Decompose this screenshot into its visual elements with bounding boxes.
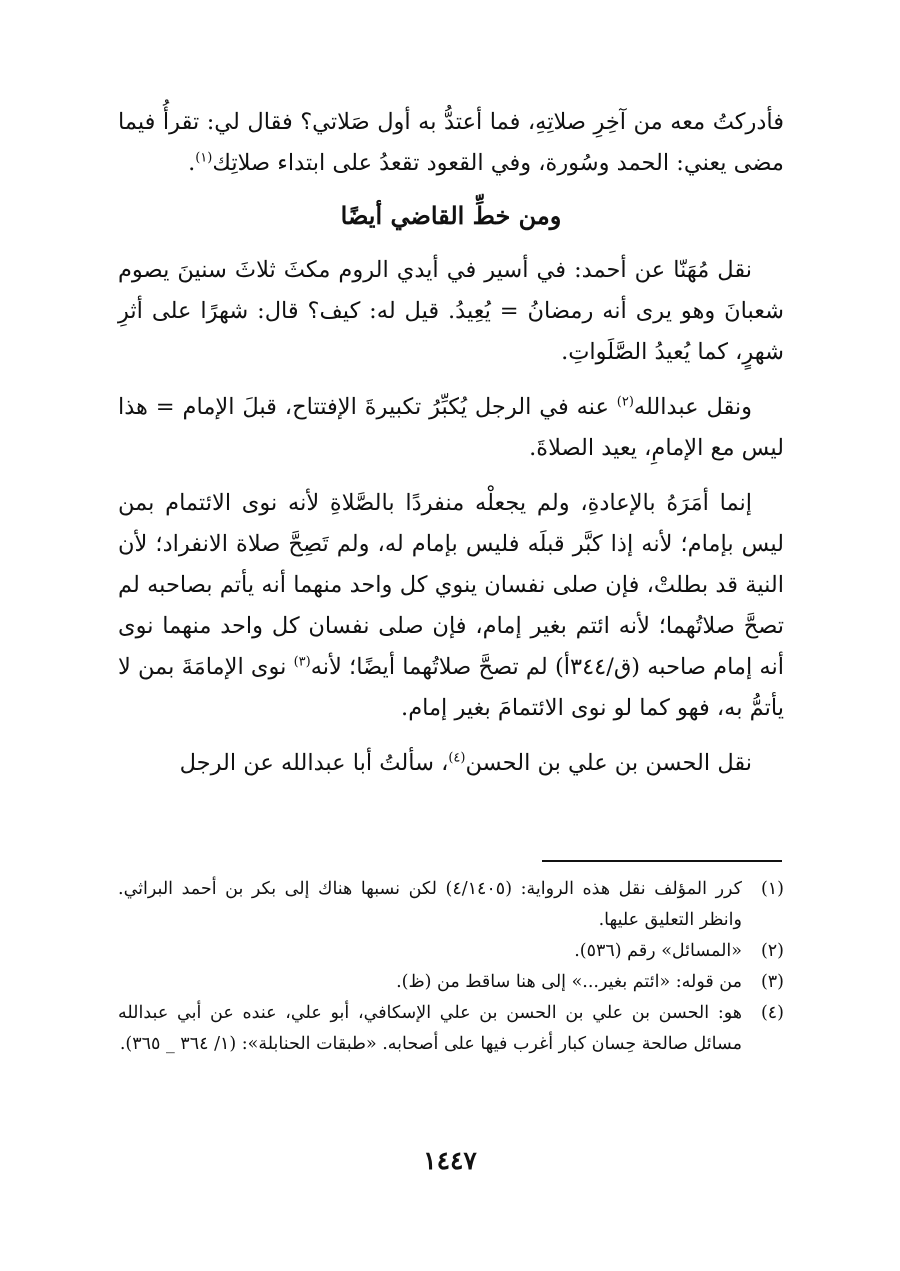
paragraph-5-rest: ، سألتُ أبا عبدالله عن الرجل	[179, 750, 449, 776]
footnote-4	[118, 998, 784, 1060]
paragraph-5	[118, 743, 784, 784]
paragraph-4-start: إنما أمَرَهُ بالإعادةِ، ولم يجعلْه منفردًا بالصَّلاةِ لأنه نوى الائتمام بمن ليس بإمام؛ لأنه إذا كبَّر قبلَه فليس بإمام له، ولم تَصِحَّ صلاة الانفراد؛ لأن النية قد بطلتْ، فإن صلى نفسان ينوي كل واحد منهما أنه يأتم بصاحبه لم تصحَّ صلاتُهما؛ لأنه ائتم بغير إمام، فإن صلى نفسان كل واحد منهما نوى أنه إمام صاحبه (ق/٣٤٤أ) لم تصحَّ صلاتُهما أيضًا؛ لأنه	[118, 490, 784, 680]
footnote-text: كرر المؤلف نقل هذه الرواية: (٤/١٤٠٥) لكن نسبها هناك إلى بكر بن أحمد البراثي. وانظر التعليق عليها.	[118, 879, 743, 930]
paragraph-3-rest: عنه في الرجل يُكبِّرُ تكبيرةَ الإفتتاح، قبلَ الإمام = هذا ليس مع الإمامِ، يعيد الصلاةَ.	[118, 394, 784, 461]
footnote-number: (٣)	[760, 972, 784, 992]
paragraph-1-end: .	[188, 150, 196, 176]
paragraph-3	[118, 387, 784, 469]
paragraph-4	[118, 483, 784, 729]
paragraph-4-rest: نوى الإمامَةَ بمن لا يأتمُّ به، فهو كما لو نوى الائتمامَ بغير إمام.	[118, 654, 784, 721]
paragraph-1-text: فأدركتُ معه من آخِرِ صلاتِهِ، فما أعتدُّ به أول صَلاتي؟ فقال لي: تقرأُ فيما مضى يعني: الحمد وسُورة، وفي القعود تقعدُ على ابتداء صلاتِك	[118, 109, 784, 176]
main-text	[118, 102, 784, 784]
footnote-separator	[542, 860, 782, 862]
footnote-text: من قوله: «ائتم بغير...» إلى هنا ساقط من (ظ).	[396, 972, 742, 992]
footnote-text: «المسائل» رقم (٥٣٦).	[574, 941, 742, 961]
paragraph-3-start: ونقل عبدالله	[633, 394, 752, 420]
footnote-2	[118, 936, 784, 967]
footnote-ref-1: (١)	[195, 150, 213, 166]
footnote-3	[118, 967, 784, 998]
footnote-ref-3: (٣)	[293, 654, 311, 670]
paragraph-1	[118, 102, 784, 184]
section-heading: ومن خطِّ القاضي أيضًا	[340, 201, 562, 230]
footnote-ref-4: (٤)	[448, 750, 466, 766]
footnote-number: (٤)	[760, 1003, 784, 1023]
page-number: ١٤٤٧	[423, 1146, 477, 1175]
footnotes	[118, 874, 784, 1060]
paragraph-2: نقل مُهَنّا عن أحمد: في أسير في أيدي الروم مكثَ ثلاثَ سنينَ يصوم شعبانَ وهو يرى أنه رمضانُ = يُعِيدُ. قيل له: كيف؟ قال: شهرًا على أثرِ شهرٍ، كما يُعيدُ الصَّلَواتِ.	[118, 257, 784, 365]
paragraph-5-start: نقل الحسن بن علي بن الحسن	[465, 750, 752, 776]
footnote-ref-2: (٢)	[616, 394, 634, 410]
footnote-number: (٢)	[760, 941, 784, 961]
footnote-text: هو: الحسن بن علي بن الحسن بن علي الإسكافي، أبو علي، عنده عن أبي عبدالله مسائل صالحة حِسان كبار أغرب فيها على أصحابه. «طبقات الحنابلة»: (١/ ٣٦٤ _ ٣٦٥).	[118, 1003, 742, 1054]
footnote-number: (١)	[760, 879, 784, 899]
footnote-1	[118, 874, 784, 936]
